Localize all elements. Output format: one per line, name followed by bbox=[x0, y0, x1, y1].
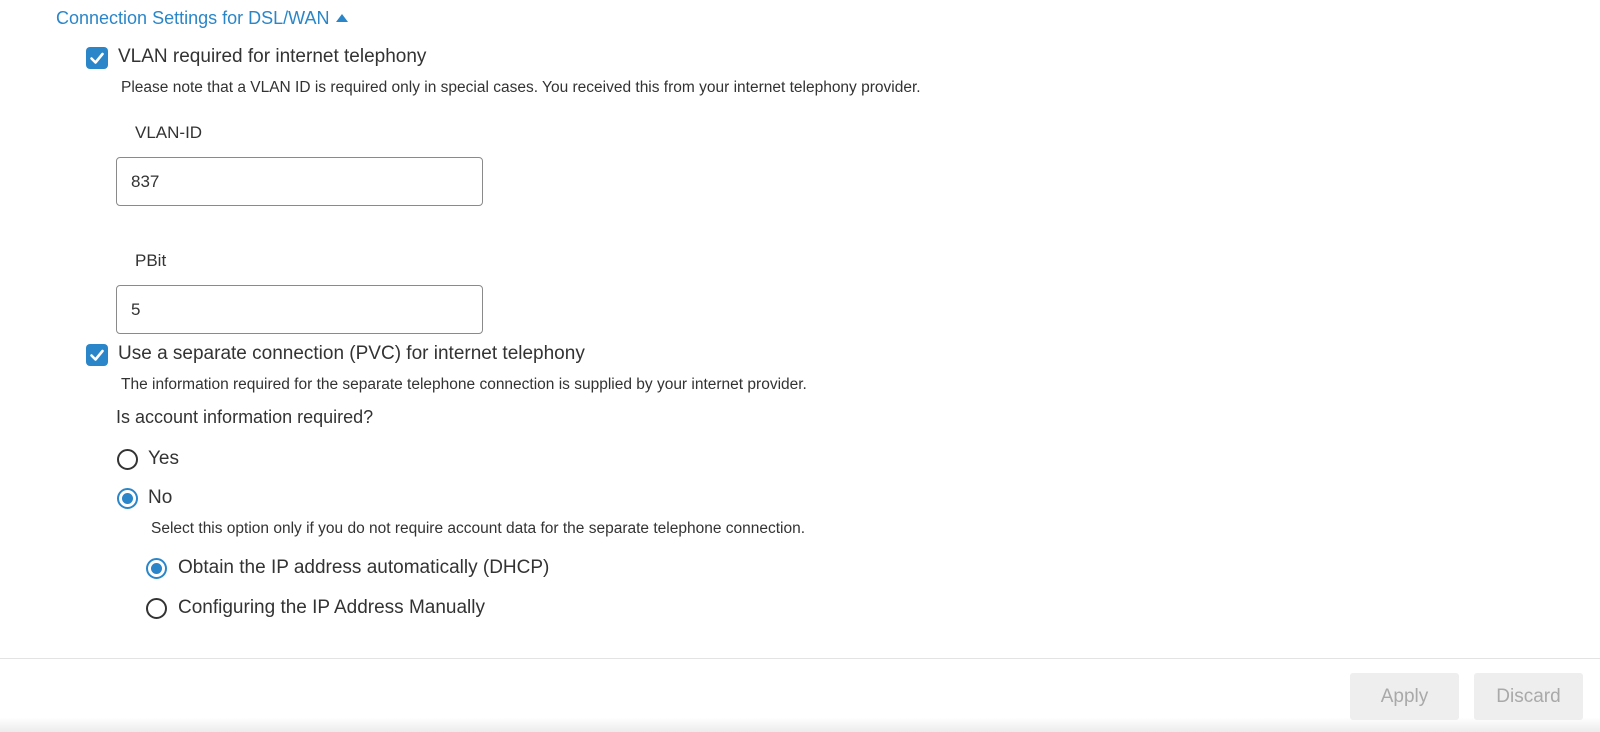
pvc-checkbox[interactable] bbox=[86, 344, 108, 366]
pbit-input[interactable] bbox=[116, 285, 483, 334]
account-no-hint: Select this option only if you do not require account data for the separate telephone connection. bbox=[151, 520, 806, 537]
ip-manual-radio[interactable] bbox=[146, 598, 167, 619]
vlan-checkbox[interactable] bbox=[86, 47, 108, 69]
apply-button[interactable]: Apply bbox=[1350, 673, 1459, 720]
ip-manual-label[interactable]: Configuring the IP Address Manually bbox=[178, 597, 485, 618]
vlan-id-input[interactable] bbox=[116, 157, 483, 206]
triangle-up-icon bbox=[336, 14, 348, 22]
radio-dot bbox=[122, 493, 133, 504]
section-title: Connection Settings for DSL/WAN bbox=[56, 7, 330, 28]
account-no-radio[interactable] bbox=[117, 488, 138, 509]
radio-dot bbox=[151, 563, 162, 574]
pbit-label: PBit bbox=[135, 251, 167, 270]
account-yes-label[interactable]: Yes bbox=[148, 448, 179, 469]
vlan-hint: Please note that a VLAN ID is required only in special cases. You received this from your internet telephony provider. bbox=[121, 79, 921, 96]
checkmark-icon bbox=[89, 50, 105, 66]
vlan-checkbox-label[interactable]: VLAN required for internet telephony bbox=[118, 46, 427, 67]
pvc-hint: The information required for the separate telephone connection is supplied by your internet provider. bbox=[121, 376, 807, 393]
checkmark-icon bbox=[89, 347, 105, 363]
account-no-label[interactable]: No bbox=[148, 487, 173, 508]
vlan-id-label: VLAN-ID bbox=[135, 123, 203, 142]
ip-dhcp-label[interactable]: Obtain the IP address automatically (DHCP) bbox=[178, 557, 550, 578]
section-toggle[interactable] bbox=[56, 6, 348, 30]
account-yes-radio[interactable] bbox=[117, 449, 138, 470]
pvc-checkbox-label[interactable]: Use a separate connection (PVC) for internet telephony bbox=[118, 343, 585, 364]
ip-dhcp-radio[interactable] bbox=[146, 558, 167, 579]
discard-button[interactable]: Discard bbox=[1474, 673, 1583, 720]
account-question: Is account information required? bbox=[116, 407, 374, 427]
